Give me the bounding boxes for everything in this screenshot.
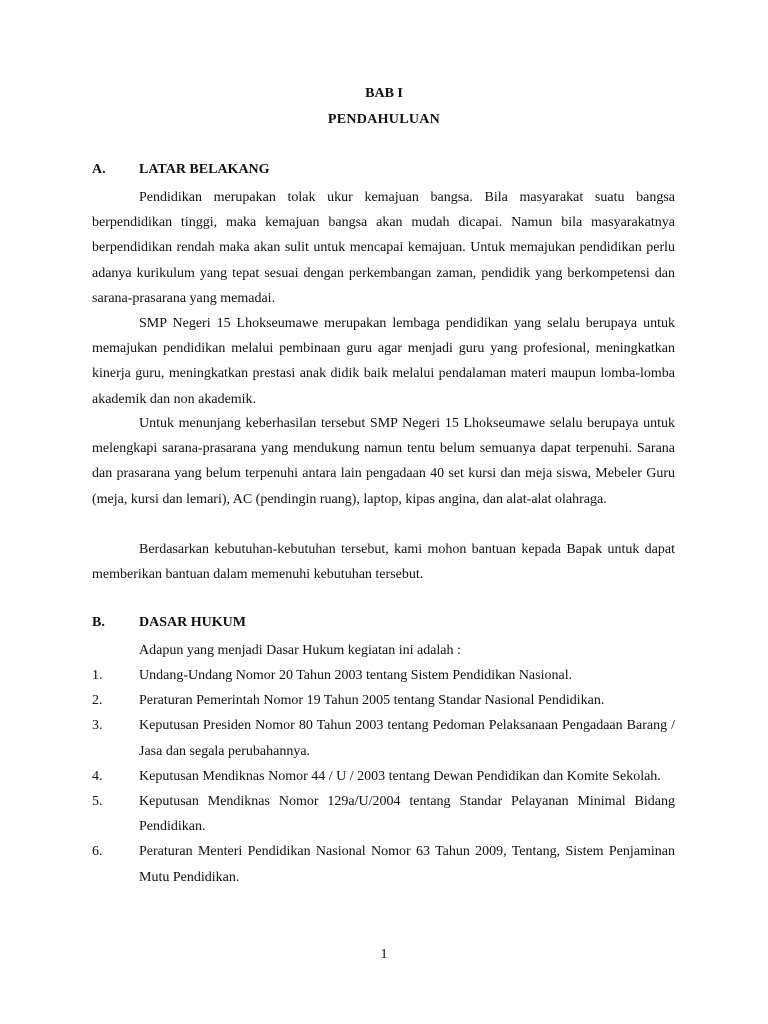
section-a-heading [92, 162, 270, 178]
section-b-letter: B. [92, 615, 105, 630]
list-item-text: Keputusan Mendiknas Nomor 129a/U/2004 tentang Standar Pelayanan Minimal Bidang Pendidikan. [139, 794, 675, 835]
list-item-number: 1. [92, 668, 103, 683]
list-item-text: Undang-Undang Nomor 20 Tahun 2003 tentang Sistem Pendidikan Nasional. [139, 668, 573, 683]
paragraph-4: Berdasarkan kebutuhan-kebutuhan tersebut, kami mohon bantuan kepada Bapak untuk dapat memberikan bantuan dalam memenuhi kebutuhan tersebut. [92, 542, 675, 583]
list-item-text: Peraturan Pemerintah Nomor 19 Tahun 2005 tentang Standar Nasional Pendidikan. [139, 693, 605, 709]
section-b-heading [92, 615, 246, 631]
list-item-number: 6. [92, 844, 103, 860]
section-b-title: DASAR HUKUM [139, 615, 246, 630]
page-number: 1 [380, 947, 388, 962]
list-item [92, 789, 675, 839]
list-item [92, 839, 675, 889]
paragraph-2: SMP Negeri 15 Lhokseumawe merupakan lembaga pendidikan yang selalu berupaya untuk memajukan pendidikan melalui pembinaan guru agar menjadi guru yang profesional, meningkatkan kinerja guru, meningkatkan prestasi anak didik baik melalui pendalaman materi maupun lomba-lomba akademik dan non akademik. [92, 316, 675, 407]
list-item-text: Peraturan Menteri Pendidikan Nasional Nomor 63 Tahun 2009, Tentang, Sistem Penjaminan Mutu Pendidikan. [139, 844, 675, 885]
chapter-title: PENDAHULUAN [327, 112, 441, 127]
list-item-number: 4. [92, 768, 103, 784]
chapter-label: BAB I [365, 86, 403, 101]
paragraph-1: Pendidikan merupakan tolak ukur kemajuan bangsa. Bila masyarakat suatu bangsa berpendidikan tinggi, maka kemajuan bangsa akan mudah dicapai. Namun bila masyarakatnya berpendidikan rendah maka akan sulit untuk mencapai kemajuan. Untuk memajukan pendidikan perlu adanya kurikulum yang tepat sesuai dengan perkembangan zaman, pendidik yang berkompetensi dan sarana-prasarana yang memadai. [92, 190, 675, 306]
list-item-text: Keputusan Presiden Nomor 80 Tahun 2003 tentang Pedoman Pelaksanaan Pengadaan Barang / Jasa dan segala perubahannya. [139, 718, 675, 759]
list-item [92, 663, 675, 688]
list-item-number: 2. [92, 693, 103, 709]
list-item [92, 713, 675, 763]
list-item-number: 5. [92, 794, 103, 810]
list-item-number: 3. [92, 718, 103, 734]
section-a-title: LATAR BELAKANG [139, 162, 270, 177]
legal-basis-intro: Adapun yang menjadi Dasar Hukum kegiatan ini adalah : [139, 643, 461, 658]
section-a-letter: A. [92, 162, 106, 177]
list-item [92, 688, 675, 713]
legal-basis-list [92, 663, 675, 890]
list-item-text: Keputusan Mendiknas Nomor 44 / U / 2003 tentang Dewan Pendidikan dan Komite Sekolah. [139, 768, 661, 784]
paragraph-3: Untuk menunjang keberhasilan tersebut SMP Negeri 15 Lhokseumawe selalu berupaya untuk melengkapi sarana-prasarana yang mendukung namun tentu belum semuanya dapat terpenuhi. Sarana dan prasarana yang belum terpenuhi antara lain pengadaan 40 set kursi dan meja siswa, Mebeler Guru (meja, kursi dan lemari), AC (pendingin ruang), laptop, kipas angina, dan alat-alat olahraga. [92, 416, 675, 507]
list-item [92, 764, 675, 789]
